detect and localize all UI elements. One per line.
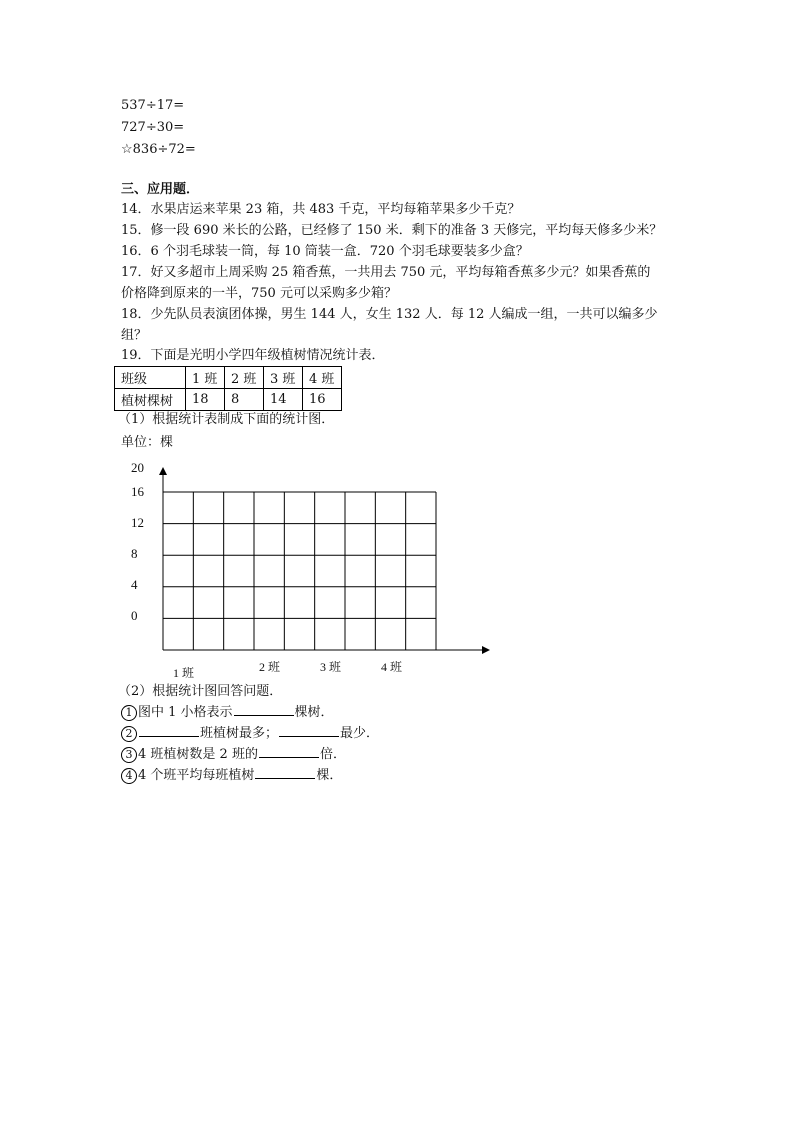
answer-blank[interactable] [255, 766, 315, 779]
table-cell: 8 [225, 389, 264, 411]
table-cell: 班级 [115, 367, 186, 389]
answer-blank[interactable] [259, 745, 319, 758]
x-axis-arrow [482, 646, 490, 654]
chart-gridlines [163, 492, 436, 650]
question-text: 班植树最多； [200, 726, 279, 741]
question-text: 棵． [316, 768, 343, 783]
question-4 [121, 766, 342, 786]
calc-836: ☆836÷72= [121, 142, 196, 157]
y-tick-label: 12 [131, 515, 144, 530]
table-cell: 4 班 [303, 367, 342, 389]
answer-blank[interactable] [139, 724, 199, 737]
question-text: 4 个班平均每班植树 [138, 768, 255, 783]
table-cell: 1 班 [186, 367, 225, 389]
x-tick-label: 4 班 [381, 660, 403, 674]
problem-17-line2: 价格降到原来的一半，750 元可以采购多少箱？ [121, 286, 397, 301]
x-tick-label: 1 班 [173, 666, 195, 680]
y-tick-label: 4 [131, 577, 138, 592]
question-1 [121, 703, 334, 723]
section-title: 三、应用题． [121, 182, 200, 197]
table-cell: 3 班 [264, 367, 303, 389]
answer-blank[interactable] [234, 703, 294, 716]
x-tick-label: 2 班 [259, 660, 281, 674]
question-3 [121, 745, 346, 765]
calc-537: 537÷17= [121, 98, 185, 113]
y-tick-label: 0 [131, 608, 138, 623]
y-tick-label: 8 [131, 546, 138, 561]
number-circle: 1 [121, 705, 137, 721]
problem-19: 19．下面是光明小学四年级植树情况统计表． [121, 348, 385, 363]
question-text: 最少． [340, 726, 380, 741]
problem-18-line2: 组？ [121, 328, 148, 343]
part1-instruction: （1）根据统计表制成下面的统计图． [118, 412, 335, 427]
table-cell: 植树棵树 [115, 389, 186, 411]
table-cell: 2 班 [225, 367, 264, 389]
problem-17-line1: 17．好又多超市上周采购 25 箱香蕉，一共用去 750 元，平均每箱香蕉多少元？如果香蕉的 [121, 265, 651, 280]
problem-16: 16．6 个羽毛球装一筒，每 10 筒装一盒．720 个羽毛球要装多少盒？ [121, 244, 529, 259]
question-2 [121, 724, 379, 744]
problem-14: 14．水果店运来苹果 23 箱，共 483 千克，平均每箱苹果多少千克？ [121, 202, 521, 217]
number-circle: 2 [121, 726, 137, 742]
table-cell: 18 [186, 389, 225, 411]
calc-727: 727÷30= [121, 120, 185, 135]
part2-instruction: （2）根据统计图回答问题． [118, 684, 283, 699]
problem-15: 15．修一段 690 米长的公路，已经修了 150 米．剩下的准备 3 天修完，平均每天修多少米？ [121, 223, 663, 238]
problem-18-line1: 18．少先队员表演团体操，男生 144 人，女生 132 人．每 12 人编成一组，一共可以编多少 [121, 307, 658, 322]
chart-unit-label: 单位：棵 [121, 435, 174, 450]
number-circle: 4 [121, 768, 137, 784]
question-text: 倍． [319, 747, 346, 762]
table-cell: 16 [303, 389, 342, 411]
y-tick-label: 16 [131, 484, 144, 499]
question-text: 图中 1 小格表示 [138, 705, 233, 720]
question-text: 棵树． [294, 705, 334, 720]
table-cell: 14 [264, 389, 303, 411]
y-tick-label: 20 [131, 460, 144, 475]
x-tick-label: 3 班 [320, 660, 342, 674]
answer-blank[interactable] [279, 724, 339, 737]
y-axis-arrow [159, 467, 167, 475]
number-circle: 3 [121, 747, 137, 763]
question-text: 4 班植树数是 2 班的 [138, 747, 258, 762]
